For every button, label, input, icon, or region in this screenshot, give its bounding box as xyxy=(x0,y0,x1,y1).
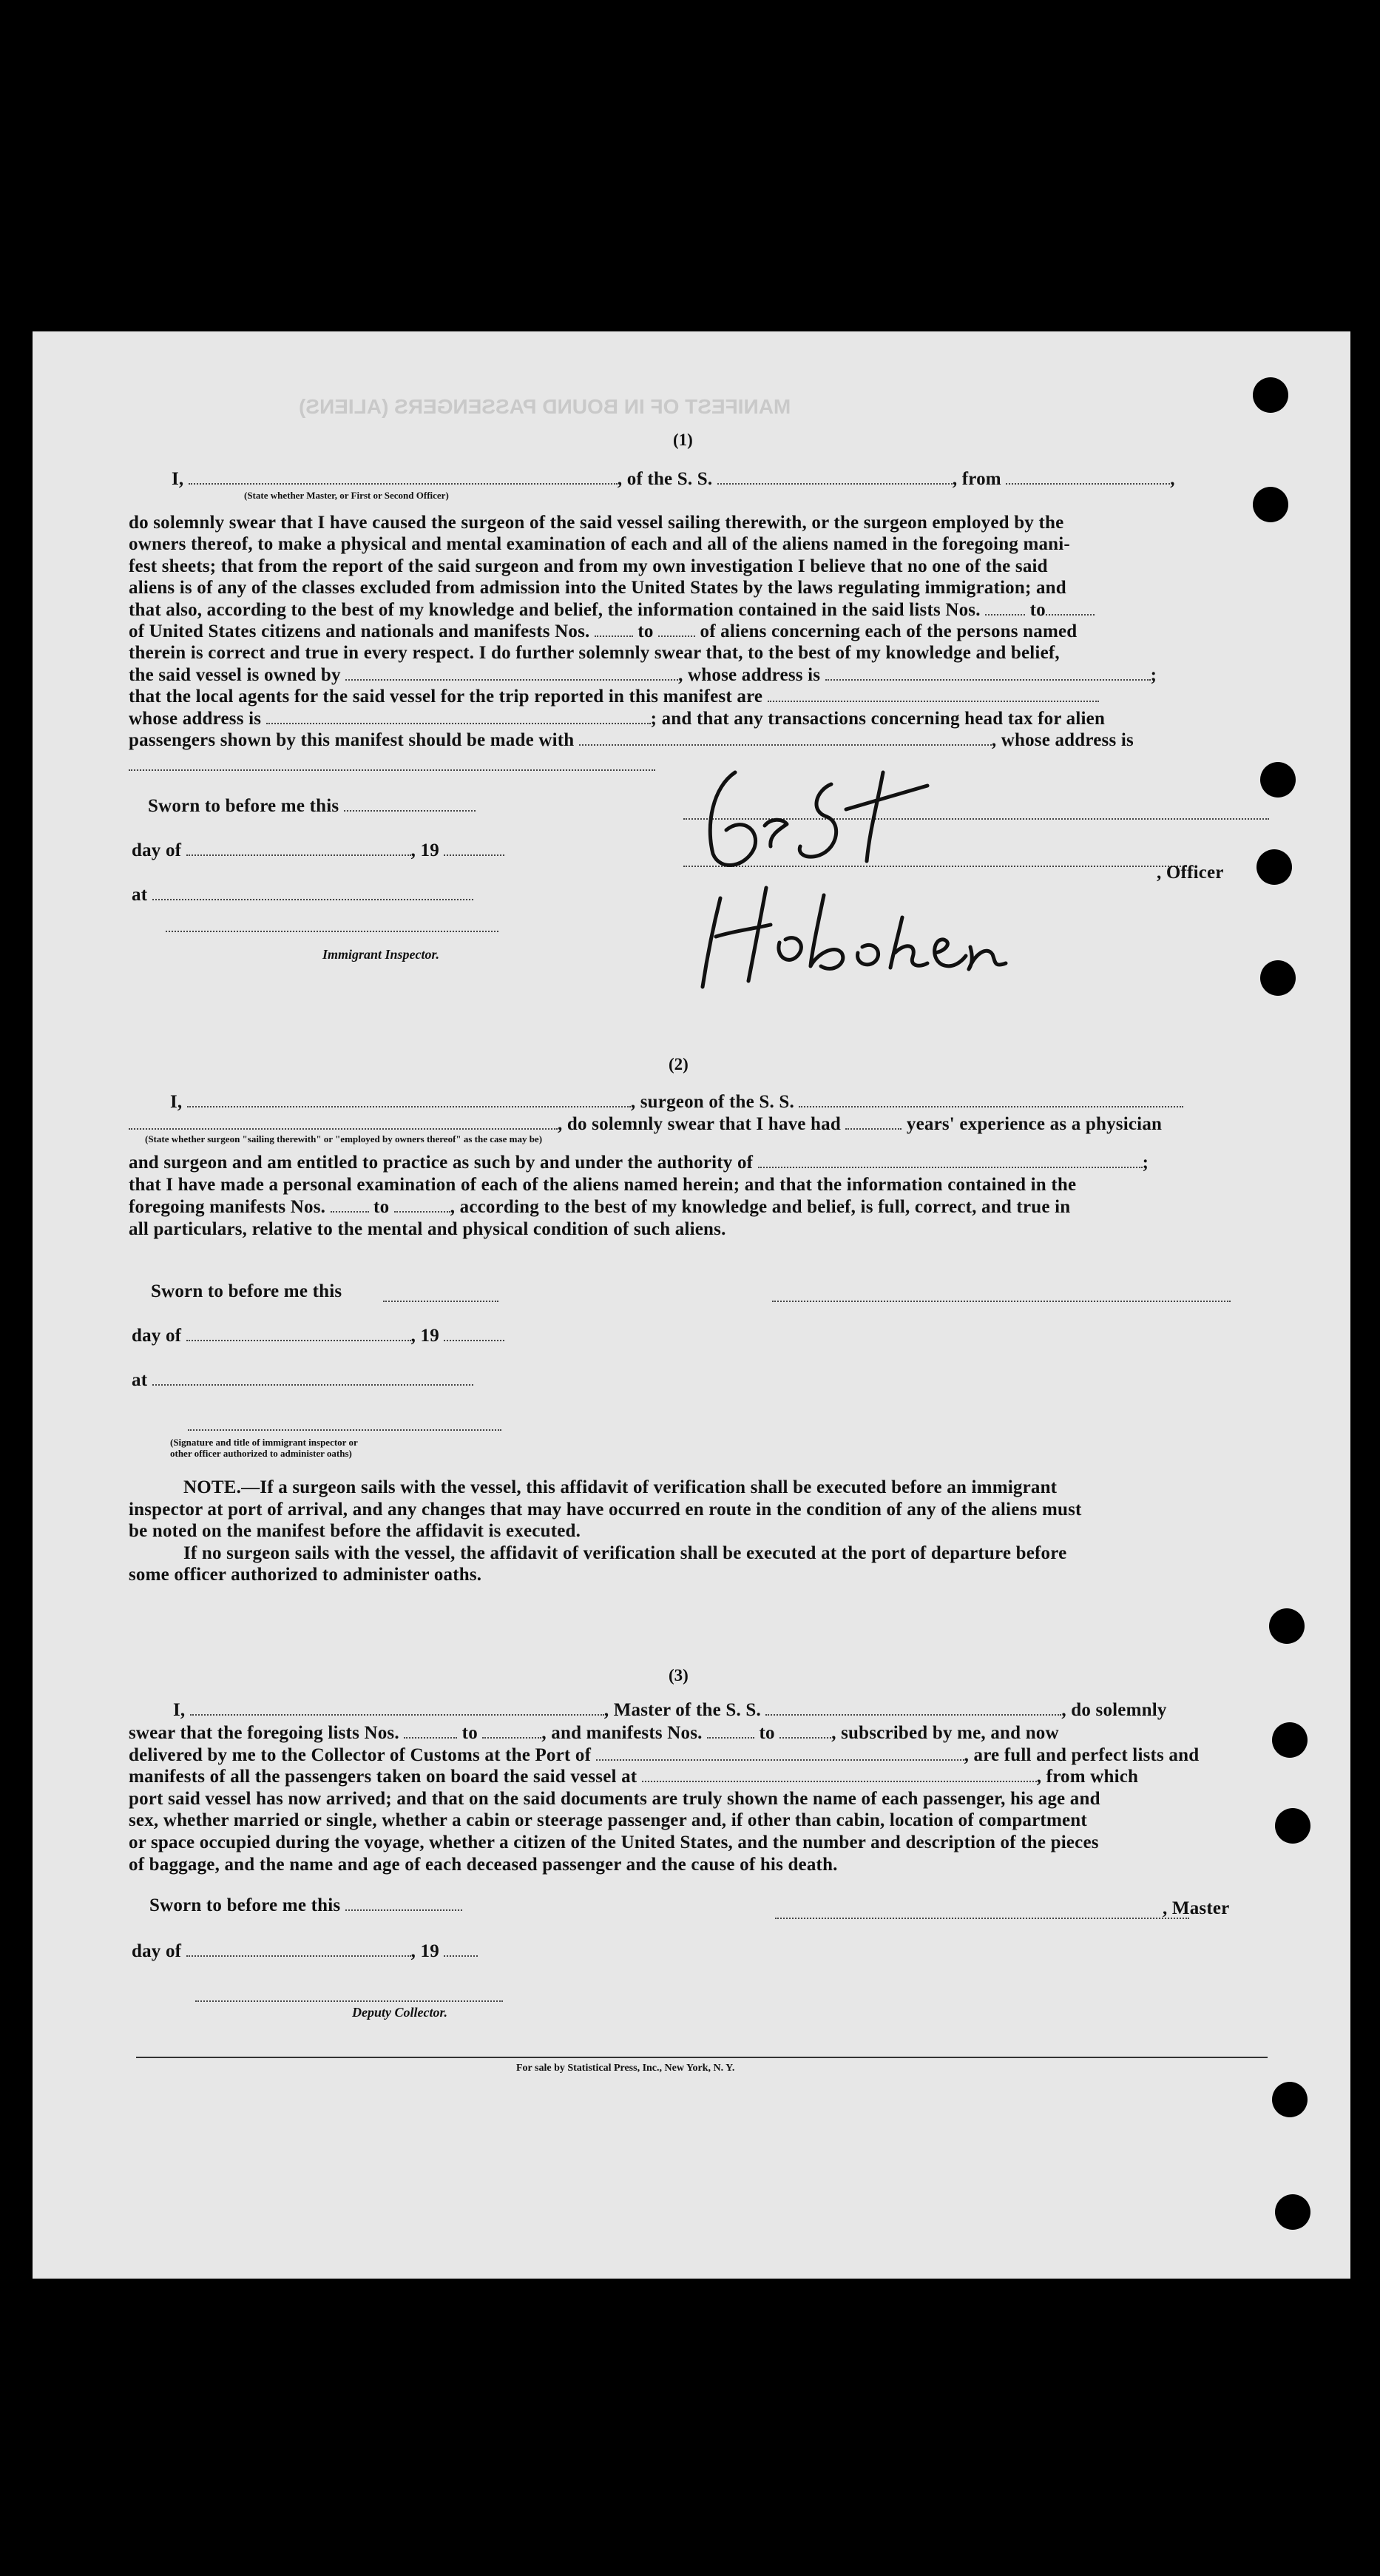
deputy-collector-label: Deputy Collector. xyxy=(352,2005,447,2020)
section-1-number: (1) xyxy=(673,431,693,449)
inspector-line xyxy=(166,931,498,932)
punch-hole xyxy=(1272,2082,1308,2117)
address-line xyxy=(129,769,655,771)
section-1-body: do solemnly swear that I have caused the surgeon of the said vessel sailing therewith, or the surgeon employed by the owners thereof, to make a physical and mental examination of each and all of the aliens named in the foregoing mani- fest sheets; that from the report of the said surgeon and from my own investigation I believe that no one of the said aliens is of any of the classes excluded from admission into the United States by the laws regulating immigration; and that also, according to the best of my knowledge and belief, the information contained in the said lists Nos. to of United States citizens and nationals and manifests Nos. to of aliens concerning each of the persons named therein is correct and true in every respect. I do further solemnly swear that, to the best of my knowledge and belief, the said vessel is owned by , whose address is ; that the local agents for the said vessel for the trip reported in this manifest are whose address is ; and that any transactions concerning head tax for alien passengers shown by this manifest should be made with , whose address is xyxy=(129,513,1157,751)
section-2-sworn: Sworn to before me this xyxy=(151,1281,342,1301)
sworn-line xyxy=(383,1301,498,1302)
footer-rule xyxy=(136,2057,1268,2058)
section-2-surgeon-note: (State whether surgeon "sailing therewith" or "employed by owners thereof" as the case may be) xyxy=(145,1133,543,1144)
section-2-line-5: foregoing manifests Nos. to , according to the best of my knowledge and belief, is full, correct, and true in xyxy=(129,1197,1071,1217)
punch-hole xyxy=(1253,487,1288,522)
section-3-sworn: Sworn to before me this xyxy=(149,1895,462,1916)
punch-hole xyxy=(1256,849,1292,885)
section-3-body: swear that the foregoing lists Nos. to , and manifests Nos. to , subscribed by me, and now delivered by me to the Collector of Customs at the Port of , are full and perfect lists and manifests of all the passengers taken on board the said vessel at , from which port said vessel has now arrived; and that on the said documents are truly shown the name of each passenger, his age and sex, whether married or single, whether a cabin or steerage passenger and, if other than cabin, location of compartment or space occupied during the voyage, whether a citizen of the United States, and the number and description of the pieces of baggage, and the name and age of each deceased passenger and the cause of his death. xyxy=(129,1723,1200,1875)
form-page xyxy=(33,331,1350,2279)
section-2-at: at xyxy=(132,1370,473,1391)
section-3-day-of: day of , 19 xyxy=(132,1941,478,1962)
signature-title-note: (Signature and title of immigrant inspector or other officer authorized to administer oaths) xyxy=(170,1437,358,1459)
immigrant-inspector-label: Immigrant Inspector. xyxy=(322,947,440,962)
punch-hole xyxy=(1260,762,1296,798)
section-2-line-2: , do solemnly swear that I have had years' experience as a physician xyxy=(129,1114,1162,1135)
surgeon-signature-line xyxy=(772,1301,1231,1302)
section-3-line-1: I, , Master of the S. S. , do solemnly xyxy=(173,1700,1167,1720)
section-1-officer-note: (State whether Master, or First or Second Officer) xyxy=(244,490,449,501)
punch-hole xyxy=(1275,1808,1310,1844)
deputy-line xyxy=(195,2000,503,2002)
section-1-at: at xyxy=(132,885,473,906)
section-1-day-of: day of , 19 xyxy=(132,840,504,861)
punch-hole xyxy=(1269,1608,1305,1644)
section-1-sworn: Sworn to before me this xyxy=(148,796,476,817)
punch-hole xyxy=(1275,2194,1310,2230)
officer-label: , Officer xyxy=(1157,863,1224,883)
section-3-number: (3) xyxy=(669,1666,689,1685)
punch-hole xyxy=(1260,960,1296,996)
publisher-footer: For sale by Statistical Press, Inc., New York, N. Y. xyxy=(516,2063,735,2074)
section-2-line-3: and surgeon and am entitled to practice as such by and under the authority of ; xyxy=(129,1153,1149,1173)
section-1-line-1: I, , of the S. S. , from , xyxy=(172,469,1175,489)
master-signature-line xyxy=(775,1918,1189,1919)
bleed-through-text: MANIFEST OF IN BOUND PASSENGERS (ALIENS) xyxy=(299,395,791,418)
section-2-line-6: all particulars, relative to the mental and physical condition of such aliens. xyxy=(129,1219,726,1239)
section-2-note: NOTE.—If a surgeon sails with the vessel, this affidavit of verification shall be executed before an immigrant inspector at port of arrival, and any changes that may have occurred en route in the condition of any of the aliens must be noted on the manifest before the affidavit is executed. If no surgeon sails with the vessel, the affidavit of verification shall be executed at the port of departure before some officer authorized to administer oaths. xyxy=(129,1477,1082,1585)
section-2-line-1: I, , surgeon of the S. S. xyxy=(170,1092,1183,1113)
punch-hole xyxy=(1253,377,1288,413)
section-2-day-of: day of , 19 xyxy=(132,1326,504,1346)
master-label: , Master xyxy=(1163,1898,1230,1918)
inspector-line xyxy=(188,1429,501,1431)
section-2-number: (2) xyxy=(669,1055,689,1073)
section-2-line-4: that I have made a personal examination of each of the aliens named herein; and that the information contained in the xyxy=(129,1175,1077,1195)
punch-hole xyxy=(1272,1722,1308,1758)
handwritten-signature xyxy=(683,743,1024,994)
